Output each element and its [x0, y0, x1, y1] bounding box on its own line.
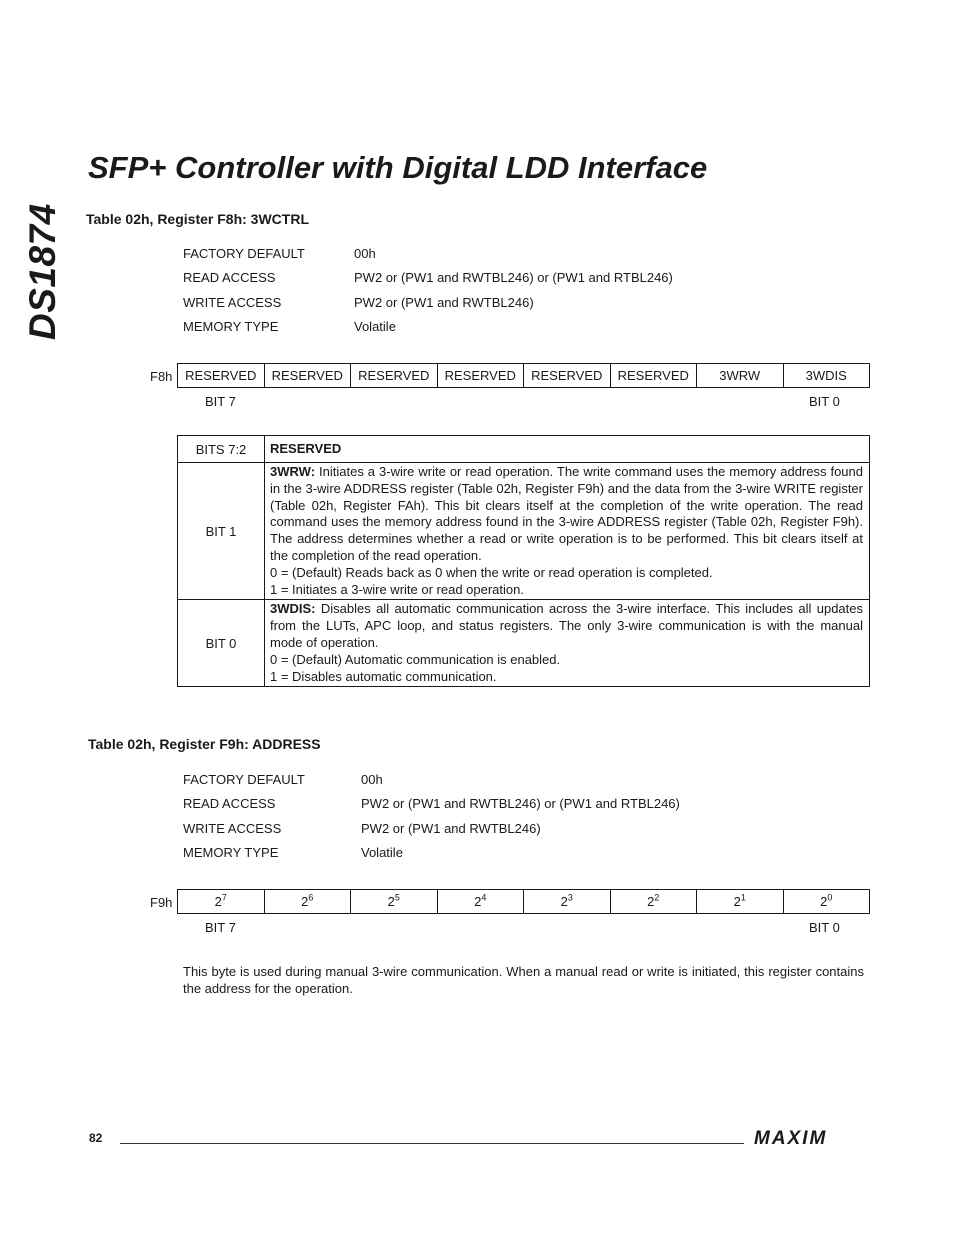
bit-cell-7: $2^7$ [178, 890, 265, 914]
desc-body: Disables all automatic communication across the 3-wire interface. This includes all updates from the LUTs, APC loop, and status registers. The only 3-wire communication is with the manual mode of operation. [270, 601, 863, 650]
desc-label: BIT 0 [178, 600, 265, 687]
desc-field-name: 3WDIS: [270, 601, 316, 617]
prop-key: MEMORY TYPE [183, 844, 279, 860]
prop-value: PW2 or (PW1 and RWTBL246) [361, 820, 541, 836]
prop-value: PW2 or (PW1 and RWTBL246) or (PW1 and RTBL246) [361, 796, 680, 812]
page-title: SFP+ Controller with Digital LDD Interface [88, 150, 708, 185]
prop-key: READ ACCESS [183, 796, 276, 812]
address-description: This byte is used during manual 3-wire communication. When a manual read or write is initiated, this register contains the address for the operation. [183, 964, 864, 996]
desc-option-1: 1 = Initiates a 3-wire write or read operation. [270, 581, 524, 597]
prop-value: Volatile [361, 844, 403, 860]
prop-key: FACTORY DEFAULT [183, 246, 305, 261]
table2-title: Table 02h, Register F9h: ADDRESS [88, 736, 321, 752]
desc-option-0: 0 = (Default) Reads back as 0 when the write or read operation is completed. [270, 564, 713, 580]
bit-cell-4: RESERVED [437, 364, 524, 388]
desc-option-1: 1 = Disables automatic communication. [270, 668, 497, 684]
bit-cell-7: RESERVED [178, 364, 265, 388]
bit-high-label: BIT 7 [205, 920, 236, 935]
desc-label: BITS 7:2 [178, 436, 265, 463]
table1-title: Table 02h, Register F8h: 3WCTRL [86, 211, 309, 227]
register-f9h-label: F9h [150, 895, 173, 910]
footer-divider [120, 1143, 744, 1144]
desc-option-0: 0 = (Default) Automatic communication is enabled. [270, 651, 561, 667]
bit-cell-4: $2^4$ [437, 890, 524, 914]
bit-cell-6: RESERVED [264, 364, 351, 388]
desc-name: RESERVED [265, 436, 870, 463]
desc-text [265, 463, 870, 600]
bit-cell-1: $2^1$ [697, 890, 784, 914]
desc-field-name: 3WRW: [270, 464, 316, 479]
bit-cell-1: 3WRW [697, 364, 784, 388]
bit-cell-3: $2^3$ [524, 890, 611, 914]
bit-cell-0: 3WDIS [783, 364, 870, 388]
bit-cell-3: RESERVED [524, 364, 611, 388]
bit-cell-5: $2^5$ [351, 890, 438, 914]
bit-cell-5: RESERVED [351, 364, 438, 388]
bit-cell-6: $2^6$ [264, 890, 351, 914]
desc-row-3wdis [178, 600, 870, 687]
desc-body: Initiates a 3-wire write or read operation. The write command uses the memory address found in the 3-wire ADDRESS register (Table 02h, Register F9h) and the data from the 3-wire WRITE register (Table 02h, Register FAh). This bit clears itself at the completion of the write operation. The read command uses the memory address found in the 3-wire ADDRESS register (Table 02h, Register F9h). The address determines whether a read or write operation is to be performed. This bit clears itself at the completion of the read operation. [270, 464, 863, 563]
bit-cell-2: RESERVED [610, 364, 697, 388]
prop-value: 00h [354, 246, 376, 261]
page-number: 82 [89, 1131, 103, 1145]
bit-low-label: BIT 0 [809, 394, 840, 409]
bit-description-table [177, 435, 870, 687]
prop-value: PW2 or (PW1 and RWTBL246) or (PW1 and RTBL246) [354, 270, 673, 286]
bit-cell-2: $2^2$ [610, 890, 697, 914]
prop-value: PW2 or (PW1 and RWTBL246) [354, 294, 534, 310]
desc-row-reserved [178, 436, 870, 463]
desc-label: BIT 1 [178, 463, 265, 600]
prop-key: WRITE ACCESS [183, 820, 282, 836]
register-f9h-bitmap [177, 889, 870, 914]
side-part-number: DS1874 [22, 203, 63, 340]
prop-value: 00h [361, 772, 383, 787]
logo-wordmark: MAXIM [754, 1128, 828, 1148]
prop-key: MEMORY TYPE [183, 318, 279, 334]
desc-row-3wrw [178, 463, 870, 600]
maxim-logo [754, 1128, 866, 1148]
prop-key: READ ACCESS [183, 270, 276, 286]
bit-high-label: BIT 7 [205, 394, 236, 409]
register-f8h-bitmap [177, 363, 870, 388]
prop-key: FACTORY DEFAULT [183, 772, 305, 787]
desc-paragraph [270, 464, 863, 563]
bit-low-label: BIT 0 [809, 920, 840, 935]
prop-value: Volatile [354, 318, 396, 334]
desc-text [265, 600, 870, 687]
desc-paragraph [270, 601, 863, 650]
register-f8h-label: F8h [150, 369, 173, 384]
bit-cell-0: $2^0$ [783, 890, 870, 914]
prop-key: WRITE ACCESS [183, 294, 282, 310]
